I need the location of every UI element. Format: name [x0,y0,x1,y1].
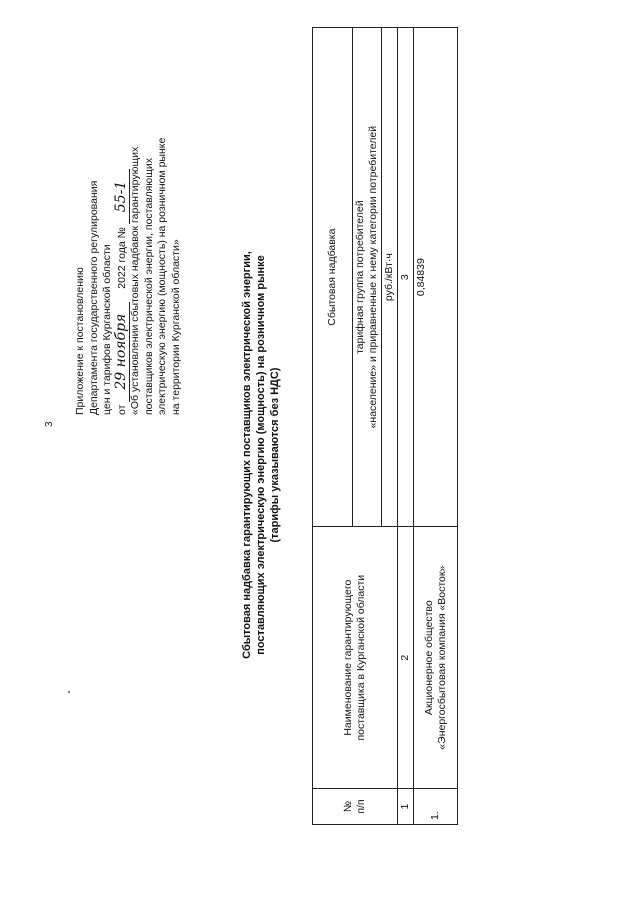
tariff-group-line-2: «население» и приравненные к нему категории потребителей [367,125,379,429]
table-row [414,28,458,825]
appendix-quote-line-4: на территории Курганской области» [169,239,182,415]
row-number-cell: 1. [414,789,458,825]
header-supplier-line-2: поставщика в Курганской области [355,574,367,741]
handwritten-date: 29 ноября [113,302,130,402]
document-title [240,195,282,715]
header-number-line-1: № [342,800,354,813]
date-prefix: от [115,404,128,415]
supplier-name-line-2: «Энергосбытовая компания «Восток» [435,565,448,750]
header-tariff-group-cell [353,28,382,527]
tariff-group-line-1: тарифная группа потребителей [354,200,366,354]
appendix-quote-line-1: «Об установлении сбытовых надбавок гарантирующих [129,146,141,415]
index-cell-1: 1 [398,789,414,825]
index-cell-2: 2 [398,527,414,789]
appendix-line-3: цен и тарифов Курганской области [101,244,113,415]
header-supplier-cell [313,527,398,789]
header-markup-cell: Сбытовая надбавка [313,28,353,527]
index-cell-3: 3 [398,28,414,527]
table-index-row [398,28,414,825]
row-value-cell: 0,84839 [414,28,458,527]
header-unit-cell: руб./кВт·ч [382,28,398,527]
appendix-line-1: Приложение к постановлению [74,267,86,415]
appendix-date-line [112,138,130,415]
supplier-name-line-1: Акционерное общество [422,600,435,716]
scan-speck [68,691,70,693]
table-header-row [313,28,353,825]
header-number-cell [313,789,398,825]
header-supplier-line-1: Наименование гарантирующего [342,579,354,736]
appendix-block [74,138,183,415]
row-supplier-cell [414,527,458,789]
tariff-table [312,27,458,825]
year-text: 2022 года № [115,227,128,289]
title-line-3: (тарифы указываются без НДС) [269,367,281,543]
appendix-quote-line-3: электрическую энергию (мощность) на розничном рынке [156,137,168,415]
title-line-2: поставляющих электрическую энергию (мощность) на розничном рынке [255,255,267,655]
title-line-1: Сбытовая надбавка гарантирующих поставщиков электрической энергии, [241,251,253,659]
appendix-quote-line-2: поставщиков электрической энергии, поставляющих [142,158,155,415]
page-number: 3 [44,421,55,427]
appendix-line-2: Департамента государственного регулирования [87,180,100,415]
header-number-line-2: п/п [355,799,367,814]
handwritten-number: 55-1 [113,169,130,224]
